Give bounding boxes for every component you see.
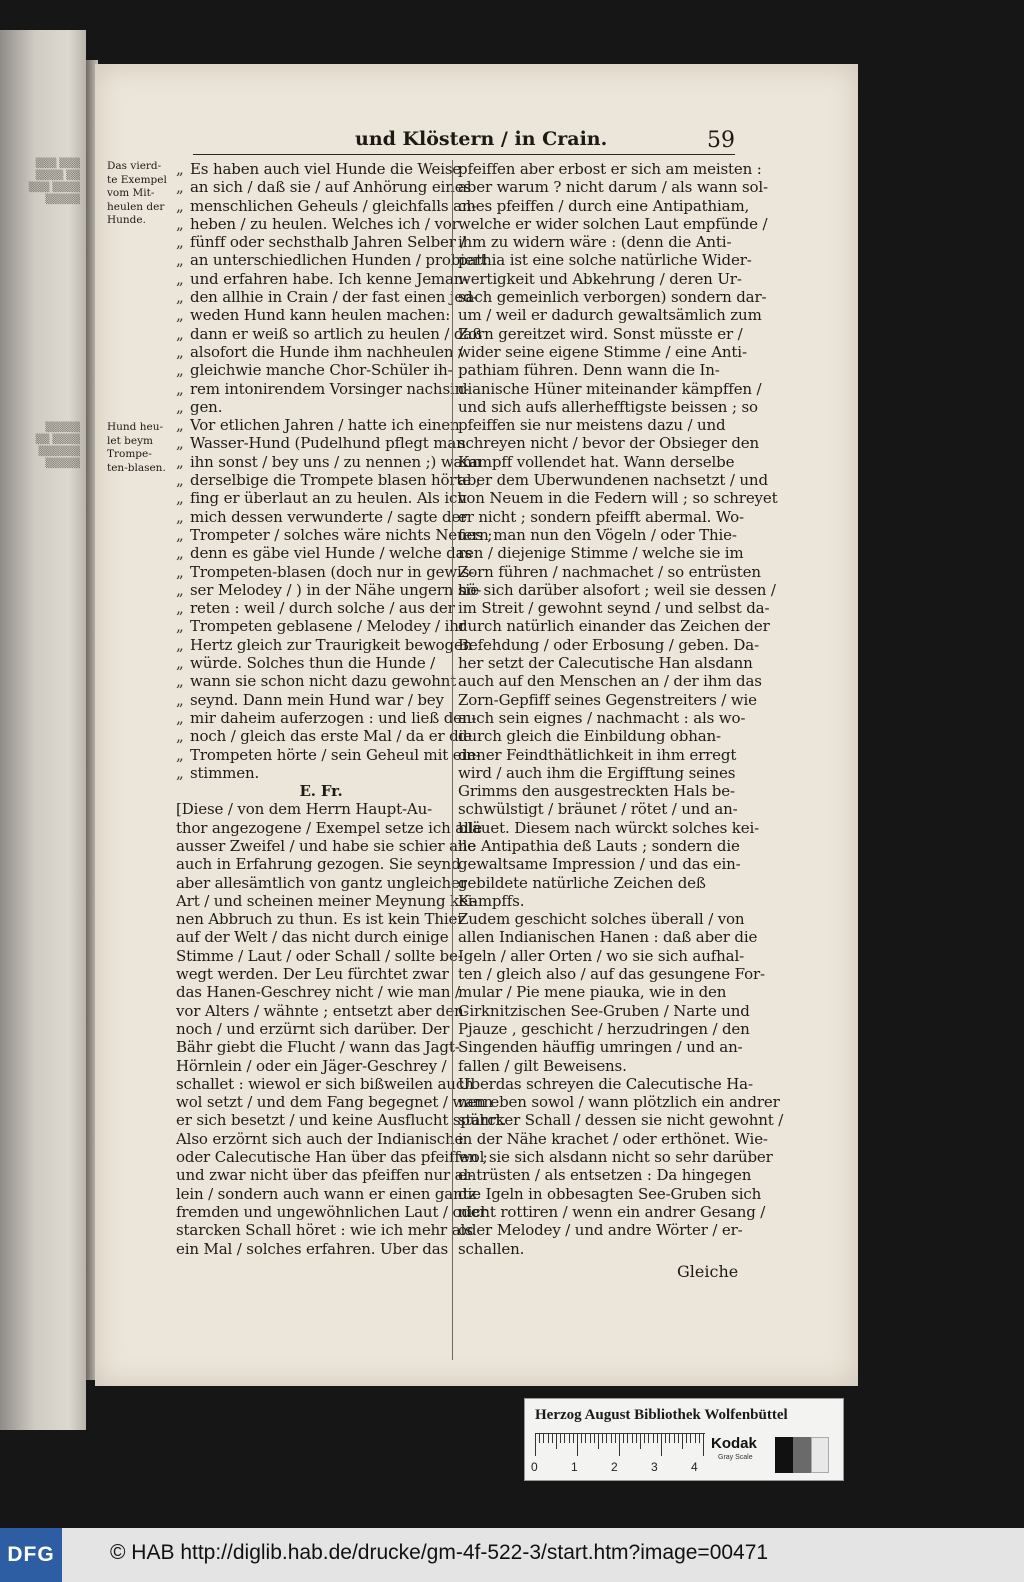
- quote-mark: „: [176, 727, 184, 746]
- text-line: [176, 1130, 466, 1148]
- ruler-tick: [703, 1434, 704, 1456]
- text-line: ches pfeiffen / durch eine Antipathiam,: [458, 196, 750, 215]
- header-rule: [193, 154, 735, 155]
- copyright-link[interactable]: © HAB http://diglib.hab.de/drucke/gm-4f-522-3/start.htm?image=00471: [110, 1541, 769, 1564]
- color-target-card: [524, 1398, 844, 1481]
- scale-ruler: [535, 1433, 705, 1457]
- text-line: ten / gleich also / auf das gesungene For-: [458, 965, 765, 984]
- line-text: dann er weiß so artlich zu heulen / daß: [190, 324, 482, 343]
- line-text: alsofort die Hunde ihm nachheulen /: [190, 342, 463, 361]
- line-text: ihn sonst / bey uns / zu nennen ;) wann: [190, 452, 482, 471]
- text-line: wider seine eigene Stimme / eine Anti-: [458, 342, 747, 361]
- text-line: [176, 672, 466, 690]
- margin-note: [107, 160, 169, 228]
- ruler-number: 4: [691, 1460, 698, 1474]
- text-line: fallen / gilt Beweisens.: [458, 1056, 627, 1075]
- text-line: entrüsten / als entsetzen : Da hingegen: [458, 1166, 752, 1185]
- text-line: in der Nähe krachet / oder erthönet. Wie-: [458, 1129, 768, 1148]
- text-line: Zudem geschicht solches überall / von: [458, 910, 745, 929]
- margin-note-line: vom Mit-: [107, 187, 155, 199]
- quote-mark: „: [176, 562, 184, 581]
- line-text: Trompeten hörte / sein Geheul mit ein-: [190, 745, 481, 764]
- margin-note-line: te Exempel: [107, 173, 167, 186]
- line-text: nen Abbruch zu thun. Es ist kein Thier: [176, 910, 465, 929]
- text-line: dianische Hüner miteinander kämpffen /: [458, 379, 762, 398]
- line-text: noch / und erzürnt sich darüber. Der: [176, 1019, 450, 1038]
- ruler-tick: [594, 1434, 595, 1443]
- ruler-tick: [556, 1434, 557, 1449]
- text-line: [176, 818, 483, 837]
- text-line: um / weil er dadurch gewaltsämlich zum: [458, 306, 762, 325]
- ruler-tick: [548, 1434, 549, 1443]
- dfg-logo: DFG: [0, 1528, 62, 1582]
- line-text: Vor etlichen Jahren / hatte ich einen: [190, 416, 460, 435]
- text-line: [176, 215, 466, 233]
- text-line: dener Feindthätlichkeit in ihm erregt: [458, 745, 737, 764]
- ruler-tick: [661, 1434, 662, 1456]
- line-text: fünff oder sechsthalb Jahren Selber /: [190, 233, 466, 252]
- text-line: fern man nun den Vögeln / oder Thie-: [458, 525, 737, 544]
- ruler-tick: [682, 1434, 683, 1449]
- quote-mark: „: [176, 269, 184, 288]
- text-line: [176, 416, 466, 434]
- bleed-through-text: ▒▒▒ ▒▒▒ ▒▒▒▒ ▒▒ ▒▒▒ ▒▒▒▒ ▒▒▒▒▒: [28, 159, 80, 205]
- quote-mark: „: [176, 397, 184, 416]
- text-line: [176, 764, 466, 782]
- line-text: das Hanen-Geschrey nicht / wie man /: [176, 983, 460, 1002]
- line-text: Wasser-Hund (Pudelhund pflegt man: [190, 434, 466, 453]
- text-line: [176, 855, 466, 873]
- quote-mark: „: [176, 544, 184, 563]
- ruler-tick: [674, 1434, 675, 1443]
- line-text: würde. Solches thun die Hunde /: [190, 654, 436, 673]
- line-text: Trompeter / solches wäre nichts Neues ;: [190, 525, 493, 544]
- text-line: von Neuem in die Federn will ; so schreyet: [458, 489, 778, 508]
- line-text: reten : weil / durch solche / aus der: [190, 599, 455, 618]
- quote-mark: „: [176, 617, 184, 636]
- ruler-tick: [632, 1434, 633, 1443]
- text-line: [176, 233, 466, 251]
- text-line: [176, 178, 471, 197]
- line-text: gen.: [190, 397, 223, 416]
- ruler-tick: [623, 1434, 624, 1443]
- page-number: 59: [707, 128, 735, 153]
- text-line: [176, 1001, 469, 1020]
- text-line: welche er wider solchen Laut empfünde /: [458, 214, 768, 233]
- text-line: er nicht ; sondern pfeifft abermal. Wo-: [458, 507, 744, 526]
- text-line: [176, 836, 476, 855]
- signature: E. Fr.: [299, 782, 343, 801]
- text-line: aber dem Uberwundenen nachsetzt / und: [458, 471, 768, 490]
- text-line: ren / diejenige Stimme / welche sie im: [458, 544, 744, 563]
- quote-mark: „: [176, 251, 184, 270]
- text-line: Befehdung / oder Erbosung / geben. Da-: [458, 635, 760, 654]
- text-line: [176, 891, 478, 910]
- ruler-numbers: [531, 1460, 711, 1474]
- ruler-tick: [564, 1434, 565, 1443]
- line-text: thor angezogene / Exempel setze ich alle: [176, 818, 483, 837]
- ruler-tick: [665, 1434, 666, 1443]
- quote-mark: „: [176, 214, 184, 233]
- text-line: gewaltsame Impression / und das ein-: [458, 855, 741, 874]
- ruler-tick: [581, 1434, 582, 1443]
- text-line: schwülstigt / bräunet / rötet / und an-: [458, 800, 738, 819]
- text-line: sie sich darüber alsofort ; weil sie dessen /: [458, 580, 776, 599]
- text-line: auch sein eignes / nachmacht : als wo-: [458, 708, 746, 727]
- line-text: Also erzörnt sich auch der Indianische: [176, 1129, 464, 1148]
- line-text: an sich / daß sie / auf Anhörung eines: [190, 178, 471, 197]
- book-page: [95, 64, 858, 1386]
- text-line: her setzt der Calecutische Han alsdann: [458, 654, 753, 673]
- catchword: Gleiche: [677, 1262, 739, 1281]
- text-line: durch gleich die Einbildung obhan-: [458, 727, 721, 746]
- line-text: Bähr giebt die Flucht / wann das Jagt-: [176, 1038, 460, 1057]
- text-line: pfeiffen aber erbost er sich am meisten :: [458, 160, 762, 178]
- quote-mark: „: [176, 507, 184, 526]
- column-divider: [452, 160, 453, 1360]
- quote-mark: „: [176, 196, 184, 215]
- text-line: aber warum ? nicht darum / als wann sol-: [458, 178, 768, 197]
- ruler-tick: [577, 1434, 578, 1456]
- text-line: [176, 1057, 466, 1075]
- line-text: starcken Schall höret : wie ich mehr als: [176, 1221, 473, 1240]
- text-line: gebildete natürliche Zeichen deß: [458, 873, 706, 892]
- margin-note-line: Hund heu-: [107, 421, 164, 433]
- ruler-number: 3: [651, 1460, 658, 1474]
- ruler-number: 1: [571, 1460, 578, 1474]
- line-text: und zwar nicht über das pfeiffen nur al-: [176, 1166, 474, 1185]
- quote-mark: „: [176, 233, 184, 252]
- text-line: [176, 1093, 493, 1112]
- text-line: [176, 361, 466, 379]
- quote-mark: „: [176, 745, 184, 764]
- quote-mark: „: [176, 379, 184, 398]
- text-line: [176, 251, 487, 270]
- ruler-number: 0: [531, 1460, 538, 1474]
- line-text: oder Calecutische Han über das pfeiffen ;: [176, 1148, 488, 1167]
- line-text: Trompeten geblasene / Melodey / ihr: [190, 617, 466, 636]
- text-line: auch auf den Menschen an / der ihm das: [458, 672, 762, 691]
- text-line: Cirknitzischen See-Gruben / Narte und: [458, 1001, 750, 1020]
- line-text: Hörnlein / oder ein Jäger-Geschrey /: [176, 1056, 447, 1075]
- text-line: schreyen nicht / bevor der Obsieger den: [458, 434, 760, 453]
- line-text: ausser Zweifel / und habe sie schier alle: [176, 836, 476, 855]
- text-line: [176, 508, 466, 526]
- text-line: [176, 288, 478, 307]
- ruler-tick: [535, 1434, 536, 1456]
- text-line: [176, 562, 475, 581]
- quote-mark: „: [176, 763, 184, 782]
- quote-mark: „: [176, 178, 184, 197]
- text-line: und sich aufs allerhefftigste beissen ; so: [458, 397, 758, 416]
- line-text: stimmen.: [190, 763, 260, 782]
- line-text: [Diese / von dem Herrn Haupt-Au-: [176, 800, 432, 819]
- text-line: oder Melodey / und andre Wörter / er-: [458, 1221, 743, 1240]
- quote-mark: „: [176, 324, 184, 343]
- line-text: er sich besetzt / und keine Ausflucht spührt.: [176, 1111, 507, 1130]
- ruler-tick: [611, 1434, 612, 1443]
- ruler-tick: [699, 1434, 700, 1443]
- ruler-tick: [636, 1434, 637, 1443]
- text-line: [176, 1166, 474, 1185]
- bleed-through-text: ▒▒▒▒▒ ▒▒ ▒▒▒▒ ▒▒▒▒▒▒ ▒▒▒▒▒: [35, 423, 80, 469]
- line-text: Trompeten-blasen (doch nur in gewis-: [190, 562, 475, 581]
- text-line: Singenden häuffig umringen / und an-: [458, 1038, 743, 1057]
- text-line: Zorn-Gepfiff seines Gegenstreiters / wie: [458, 690, 757, 709]
- ruler-tick: [657, 1434, 658, 1443]
- text-line: Zorn führen / nachmachet / so entrüsten: [458, 562, 761, 581]
- quote-mark: „: [176, 306, 184, 325]
- quote-mark: „: [176, 471, 184, 490]
- ruler-tick: [543, 1434, 544, 1443]
- line-text: aber allesämtlich von gantz ungleicher: [176, 873, 467, 892]
- line-text: auch in Erfahrung gezogen. Sie seynd: [176, 855, 461, 874]
- target-title: Herzog August Bibliothek Wolfenbüttel: [535, 1407, 788, 1423]
- line-text: schallet : wiewol er sich bißweilen auch: [176, 1074, 474, 1093]
- text-line: [176, 1020, 466, 1038]
- text-line: wol sie sich alsdann nicht so sehr darüber: [458, 1148, 773, 1167]
- text-line: ihm zu widern wäre : (denn die Anti-: [458, 233, 732, 252]
- line-text: weden Hund kann heulen machen:: [190, 306, 451, 325]
- line-text: vor Alters / wähnte ; entsetzt aber den-: [176, 1001, 469, 1020]
- quote-mark: „: [176, 525, 184, 544]
- line-text: Es haben auch viel Hunde die Weise: [190, 160, 462, 178]
- text-line: [176, 160, 466, 178]
- ruler-tick: [653, 1434, 654, 1443]
- margin-note: [107, 421, 169, 475]
- margin-note-line: Das vierd-: [107, 160, 162, 172]
- text-line: [176, 379, 470, 398]
- text-line: Grimms den ausgestreckten Hals be-: [458, 782, 735, 801]
- text-line: [176, 398, 466, 416]
- text-line: Igeln / aller Orten / wo sie sich aufhal-: [458, 946, 745, 965]
- previous-page-edge: [0, 30, 86, 1430]
- margin-note-line: Trompe-: [107, 448, 152, 460]
- text-line: [176, 324, 482, 343]
- text-line: [176, 874, 466, 892]
- text-line: durch natürlich einander das Zeichen der: [458, 617, 770, 636]
- text-line: ne Antipathia deß Lauts ; sondern die: [458, 836, 740, 855]
- text-line: sach gemeinlich verborgen) sondern dar-: [458, 288, 767, 307]
- text-line: [176, 544, 472, 563]
- line-text: menschlichen Geheuls / gleichfalls an-: [190, 196, 477, 215]
- quote-mark: „: [176, 342, 184, 361]
- line-text: Hertz gleich zur Traurigkeit bewogen: [190, 635, 473, 654]
- quote-mark: „: [176, 452, 184, 471]
- text-line: [176, 269, 469, 288]
- text-line: Pjauze , geschicht / herzudringen / den: [458, 1019, 750, 1038]
- ruler-tick: [695, 1434, 696, 1443]
- ruler-tick: [585, 1434, 586, 1443]
- ruler-tick: [678, 1434, 679, 1443]
- text-line: [176, 928, 466, 946]
- quote-mark: „: [176, 416, 184, 435]
- text-line: Kampff vollendet hat. Wann derselbe: [458, 452, 735, 471]
- ruler-tick: [627, 1434, 628, 1443]
- ruler-tick: [552, 1434, 553, 1443]
- text-line: [176, 800, 466, 818]
- running-title: und Klöstern / in Crain.: [355, 128, 608, 150]
- ruler-tick: [573, 1434, 574, 1443]
- line-text: Stimme / Laut / oder Schall / sollte be-: [176, 946, 463, 965]
- text-line: [176, 1148, 488, 1167]
- text-line: starcker Schall / dessen sie nicht gewohnt /: [458, 1111, 784, 1130]
- quote-mark: „: [176, 599, 184, 618]
- margin-note-line: heulen der: [107, 200, 165, 213]
- text-line: [176, 580, 482, 599]
- viewer-footer: [0, 1528, 1024, 1582]
- ruler-tick: [606, 1434, 607, 1443]
- text-line: [176, 306, 466, 324]
- kodak-brand: Kodak: [711, 1435, 757, 1452]
- text-line: wird / auch ihm die Ergifftung seines: [458, 763, 736, 782]
- ruler-tick: [690, 1434, 691, 1443]
- text-line: [176, 745, 481, 764]
- line-text: wol setzt / und dem Fang begegnet / wann: [176, 1093, 493, 1112]
- text-line: bläuet. Diesem nach würckt solches kei-: [458, 818, 760, 837]
- text-line: [176, 947, 466, 965]
- quote-mark: „: [176, 654, 184, 673]
- text-line: [176, 1240, 466, 1258]
- text-line: [176, 983, 466, 1001]
- text-line: [176, 910, 466, 928]
- text-line: Zorn gereitzet wird. Sonst müsste er /: [458, 324, 743, 343]
- text-line: im Streit / gewohnt seynd / und selbst da-: [458, 599, 770, 618]
- line-text: seynd. Dann mein Hund war / bey: [190, 690, 444, 709]
- ruler-tick: [602, 1434, 603, 1443]
- line-text: heben / zu heulen. Welches ich / vor: [190, 214, 459, 233]
- line-text: gleichwie manche Chor-Schüler ih-: [190, 361, 453, 380]
- line-text: Art / und scheinen meiner Meynung kei-: [176, 891, 478, 910]
- line-text: denn es gäbe viel Hunde / welche das: [190, 544, 472, 563]
- text-line: pathiam führen. Denn wann die In-: [458, 361, 720, 380]
- quote-mark: „: [176, 160, 184, 178]
- ruler-tick: [539, 1434, 540, 1443]
- text-line: [176, 452, 482, 471]
- ruler-tick: [619, 1434, 620, 1456]
- quote-mark: „: [176, 672, 184, 691]
- line-text: an unterschiedlichen Hunden / probiert: [190, 251, 487, 270]
- line-text: mich dessen verwunderte / sagte der: [190, 507, 468, 526]
- text-line: Kampffs.: [458, 891, 525, 910]
- ruler-tick: [669, 1434, 670, 1443]
- ruler-tick: [569, 1434, 570, 1443]
- quote-mark: „: [176, 635, 184, 654]
- line-text: derselbige die Trompete blasen hörte ;: [190, 471, 481, 490]
- text-line: [176, 708, 477, 727]
- line-text: ein Mal / solches erfahren. Uber das: [176, 1239, 449, 1258]
- text-line: schallen.: [458, 1239, 525, 1258]
- ruler-tick: [644, 1434, 645, 1443]
- ruler-tick: [648, 1434, 649, 1443]
- ruler-tick: [560, 1434, 561, 1443]
- margin-note-line: let beym: [107, 434, 153, 447]
- text-line: nen eben sowol / wann plötzlich ein andrer: [458, 1093, 780, 1112]
- text-line: Uberdas schreyen die Calecutische Ha-: [458, 1074, 753, 1093]
- text-line: [176, 1202, 487, 1221]
- gray-scale-label: Gray Scale: [718, 1454, 753, 1461]
- text-line: [176, 1111, 507, 1130]
- ruler-tick: [640, 1434, 641, 1449]
- quote-mark: „: [176, 434, 184, 453]
- quote-mark: „: [176, 288, 184, 307]
- text-line: die Igeln in obbesagten See-Gruben sich: [458, 1184, 762, 1203]
- page-header: [95, 128, 858, 152]
- text-line: [176, 434, 466, 452]
- ruler-tick: [686, 1434, 687, 1443]
- line-text: ser Melodey / ) in der Nähe ungern hö-: [190, 580, 482, 599]
- text-line: [176, 635, 473, 654]
- gray-swatch-mid: [793, 1437, 811, 1473]
- line-text: und erfahren habe. Ich kenne Jeman-: [190, 269, 469, 288]
- text-line: [176, 196, 477, 215]
- quote-mark: „: [176, 361, 184, 380]
- text-line: [176, 727, 472, 746]
- line-text: mir daheim auferzogen : und ließ den-: [190, 708, 477, 727]
- ruler-tick: [615, 1434, 616, 1443]
- text-line: [176, 617, 466, 635]
- margin-note-line: ten-blasen.: [107, 461, 166, 474]
- text-line: allen Indianischen Hanen : daß aber die: [458, 928, 758, 947]
- text-line: [176, 654, 466, 672]
- line-text: fremden und ungewöhnlichen Laut / oder: [176, 1202, 487, 1221]
- text-line: pfeiffen sie nur meistens dazu / und: [458, 416, 726, 435]
- text-line: [176, 471, 481, 490]
- ruler-tick: [590, 1434, 591, 1443]
- quote-mark: „: [176, 708, 184, 727]
- line-text: rem intonirendem Vorsinger nachsin-: [190, 379, 470, 398]
- text-line: [176, 965, 466, 983]
- text-line: [176, 525, 493, 544]
- line-text: den allhie in Crain / der fast einen jed-: [190, 288, 478, 307]
- text-line: [176, 1184, 477, 1203]
- text-line: [176, 489, 466, 507]
- gray-swatch-white: [811, 1437, 829, 1473]
- quote-mark: „: [176, 580, 184, 599]
- text-line: [176, 1038, 466, 1056]
- line-text: wegt werden. Der Leu fürchtet zwar: [176, 965, 449, 984]
- text-line: nicht rottiren / wenn ein andrer Gesang /: [458, 1202, 766, 1221]
- text-line: [176, 599, 466, 617]
- right-column: [458, 160, 784, 1258]
- line-text: lein / sondern auch wann er einen gantz: [176, 1184, 477, 1203]
- line-text: auf der Welt / das nicht durch einige: [176, 928, 449, 947]
- text-line: [176, 1074, 474, 1093]
- text-line: wertigkeit und Abkehrung / deren Ur-: [458, 269, 742, 288]
- line-text: wann sie schon nicht dazu gewohnt: [190, 672, 457, 691]
- text-line: pathia ist eine solche natürliche Wider-: [458, 251, 752, 270]
- line-text: noch / gleich das erste Mal / da er die: [190, 727, 472, 746]
- quote-mark: „: [176, 489, 184, 508]
- text-line: mular / Pie mene piauka, wie in den: [458, 983, 727, 1002]
- margin-note-line: Hunde.: [107, 214, 146, 226]
- text-line: [176, 343, 466, 361]
- gray-swatch-black: [775, 1437, 793, 1473]
- ruler-tick: [598, 1434, 599, 1449]
- line-text: fing er überlaut an zu heulen. Als ich: [190, 489, 467, 508]
- text-line: [176, 691, 466, 709]
- quote-mark: „: [176, 690, 184, 709]
- text-line: [176, 1221, 473, 1240]
- ruler-number: 2: [611, 1460, 618, 1474]
